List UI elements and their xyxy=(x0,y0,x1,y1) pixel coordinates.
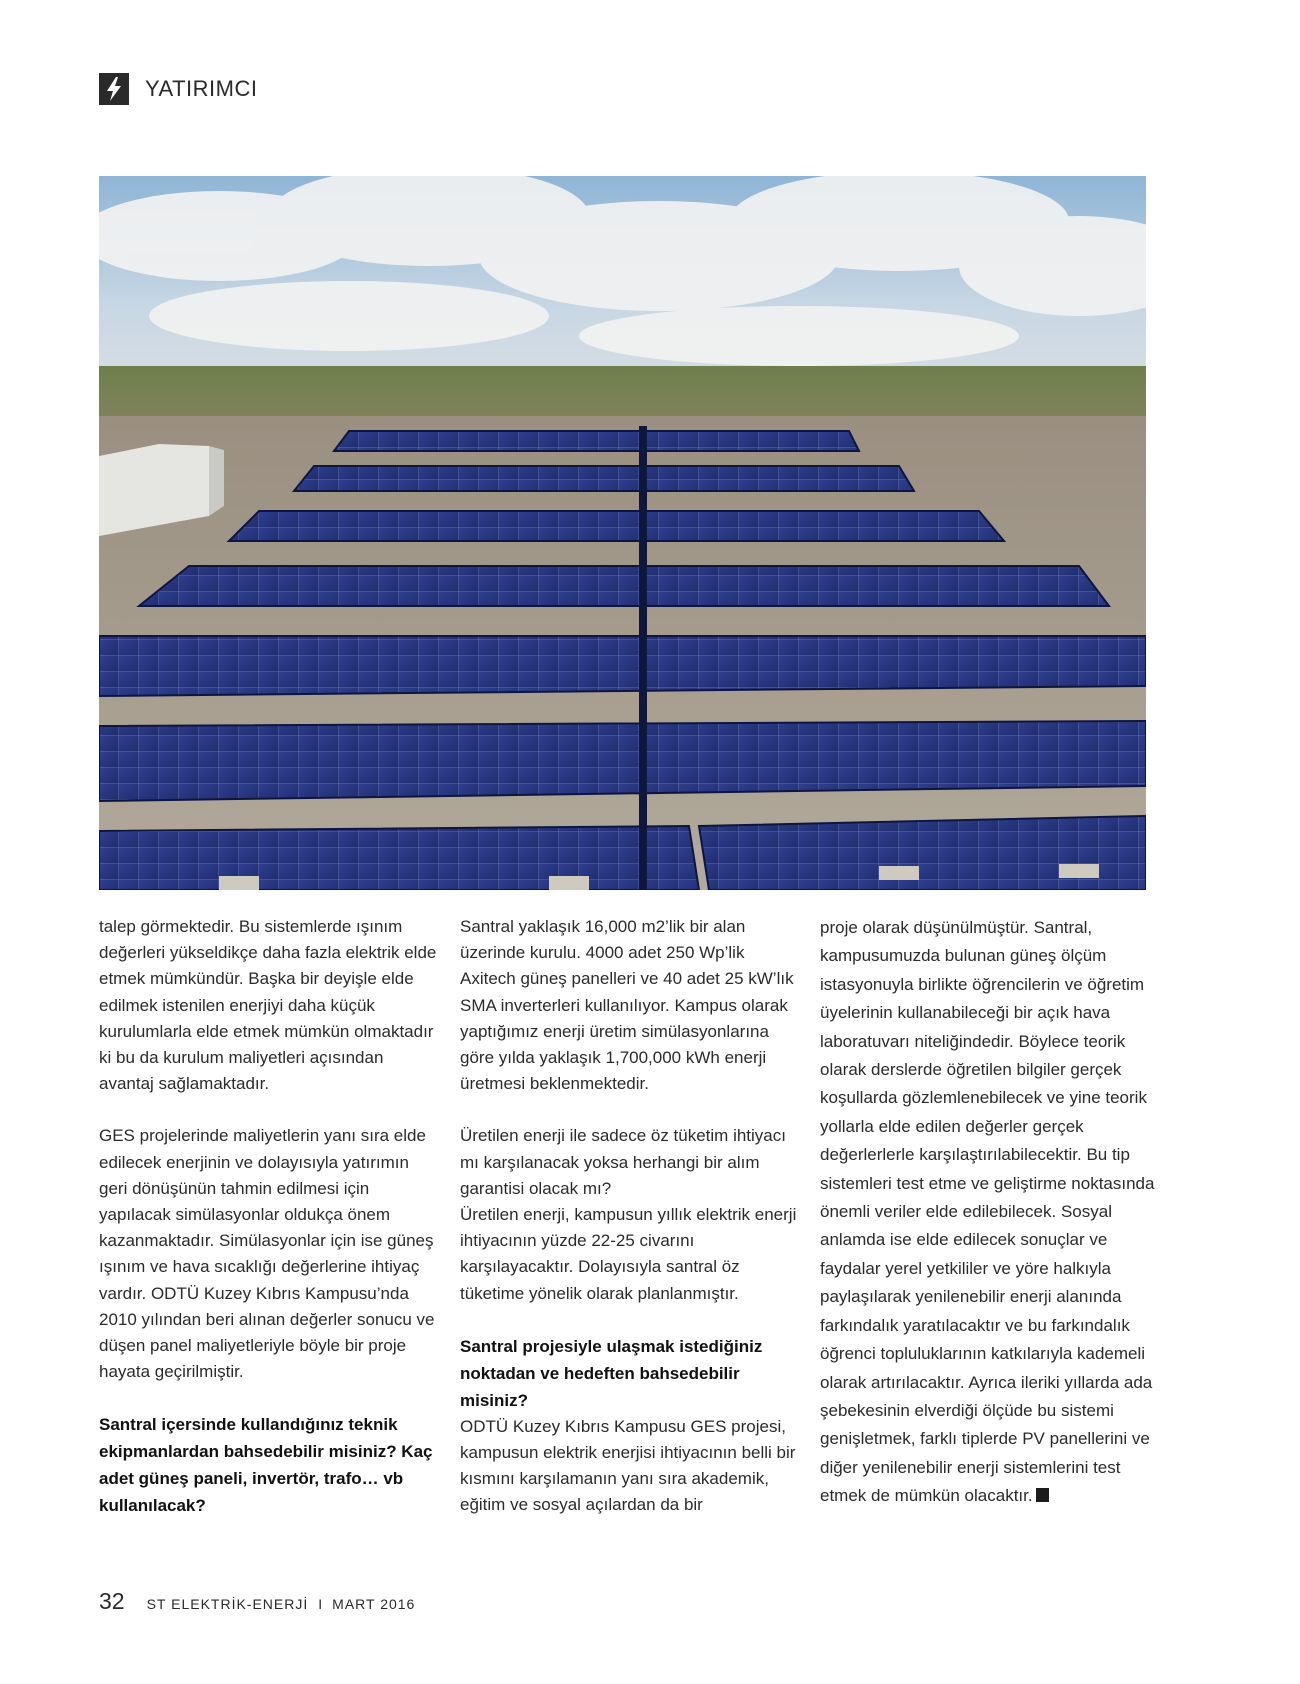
issue-date: MART 2016 xyxy=(332,1596,416,1612)
paragraph: Üretilen enerji, kampusun yıllık elektrik enerji ihtiyacının yüzde 22-25 civarını karşılayacaktır. Dolayısıyla santral öz tüketime yönelik olarak planlanmıştır. xyxy=(460,1205,797,1303)
page-header xyxy=(99,72,257,106)
magazine-name: ST ELEKTRİK-ENERJİ xyxy=(146,1596,309,1612)
text-column-2 xyxy=(460,914,800,1519)
page-footer xyxy=(99,1588,415,1615)
end-of-article-icon xyxy=(1036,1488,1049,1502)
paragraph: Santral yaklaşık 16,000 m2’lik bir alan üzerinde kurulu. 4000 adet 250 Wp’lik Axitech güneş panelleri ve 40 adet 25 kW’lık SMA inverterleri kullanılıyor. Kampus olarak yaptığımız enerji üretim simülasyonlarına göre yılda yaklaşık 1,700,000 kWh enerji üretmesi beklenmektedir. xyxy=(460,917,794,1094)
page-number: 32 xyxy=(99,1588,125,1614)
interview-question: Santral içersinde kullandığınız teknik ekipmanlardan bahsedebilir misiniz? Kaç adet güneş paneli, invertör, trafo… vb kullanılacak? xyxy=(99,1415,433,1516)
text-column-1 xyxy=(99,914,439,1519)
paragraph xyxy=(820,914,1170,1511)
interview-question: Santral projesiyle ulaşmak istediğiniz noktadan ve hedeften bahsedebilir misiniz? xyxy=(460,1336,763,1410)
paragraph: GES projelerinde maliyetlerin yanı sıra elde edilecek enerjinin ve dolayısıyla yatırımın geri dönüşünün tahmin edilmesi için yapılacak simülasyonlar oldukça önem kazanmaktadır. Simülasyonlar için ise güneş ışınım ve hava sıcaklığı değerlerine ihtiyaç vardır. ODTÜ Kuzey Kıbrıs Kampusu’nda 2010 yılından beri alınan değerler sonucu ve düşen panel maliyetleriyle böyle bir proje hayata geçirilmiştir. xyxy=(99,1126,435,1382)
paragraph: talep görmektedir. Bu sistemlerde ışınım değerleri yükseldikçe daha fazla elektrik elde etmek mümkündür. Başka bir deyişle elde edilmek istenilen enerjiyi daha küçük kurulumlarla elde etmek mümkün olmaktadır ki bu da kurulum maliyetleri açısından avantaj sağlamaktadır. xyxy=(99,917,437,1094)
paragraph: Üretilen enerji ile sadece öz tüketim ihtiyacı mı karşılanacak yoksa herhangi bir alım garantisi olacak mı? xyxy=(460,1126,786,1198)
paragraph-text: proje olarak düşünülmüştür. Santral, kampusumuzda bulunan güneş ölçüm istasyonuyla birlikte öğrencilerin ve öğretim üyelerinin kullanabileceği bir açık hava laboratuvarı niteliğindedir. Böylece teorik olarak derslerde öğretilen bilgiler gerçek koşullarda gözlemlenebilecek ve yine teorik yollarla elde edilen değerler gerçek değerlerlerle karşılaştırılabilecektir. Bu tip sistemleri test etme ve geliştirme noktasında önemli veriler elde edilebilecek. Sosyal anlamda ise elde edilecek sonuçlar ve faydalar yerel yetkililer ve yöre halkıyla paylaşılarak yenilenebilir enerji alanında farkındalık yaratılacaktır ve bu farkındalık öğrenci topluluklarının katkılarıyla kademeli olarak artırılacaktır. Ayrıca ileriki yıllarda ada şebekesinin elverdiği ölçüde bu sistemi genişletmek, farklı tiplerde PV panellerini ve diğer yenilenebilir enerji sistemlerini test etmek de mümkün olacaktır. xyxy=(820,918,1155,1506)
text-column-3 xyxy=(820,914,1170,1511)
section-label: YATIRIMCI xyxy=(145,76,258,101)
solar-panel-field-photo xyxy=(99,176,1146,890)
lightning-bolt-icon xyxy=(99,73,129,105)
footer-separator: I xyxy=(318,1596,323,1612)
paragraph: ODTÜ Kuzey Kıbrıs Kampusu GES projesi, kampusun elektrik enerjisi ihtiyacının belli bir kısmını karşılamanın yanı sıra akademik, eğitim ve sosyal açılardan da bir xyxy=(460,1416,796,1515)
